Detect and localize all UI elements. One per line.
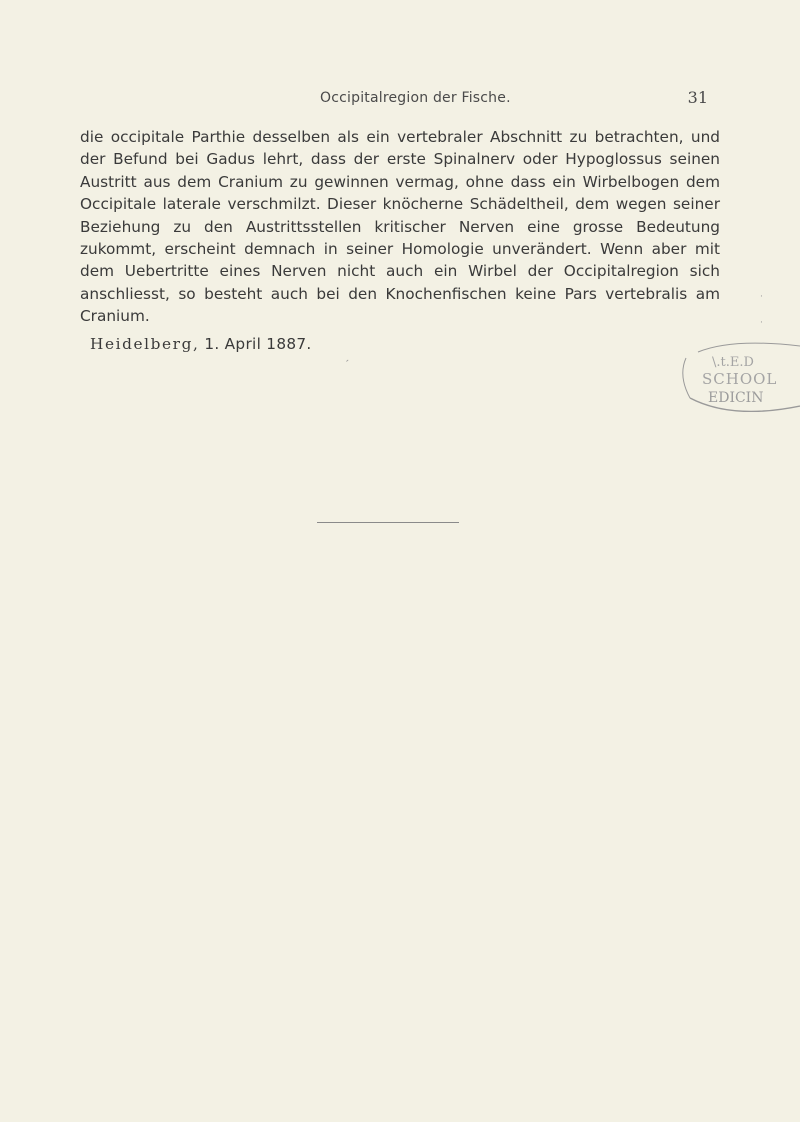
stray-mark: ‐ bbox=[343, 356, 353, 366]
stray-mark: · bbox=[760, 318, 763, 328]
signature-date: 1. April 1887. bbox=[204, 335, 312, 353]
stray-mark: · bbox=[760, 292, 763, 302]
body-text bbox=[80, 126, 720, 328]
body-paragraph: die occipitale Parthie desselben als ein vertebraler Abschnitt zu betrachten, und der Befund bei Gadus lehrt, dass der erste Spinalnerv oder Hypoglossus seinen Austritt aus dem Cranium zu gewinnen vermag, ohne dass ein Wirbelbogen dem Occipitale laterale verschmilzt. Dieser knöcherne Schädeltheil, dem wegen seiner Beziehung zu den Austrittsstellen kritischer Nerven eine grosse Bedeutung zukommt, erscheint demnach in seiner Homologie unverändert. Wenn aber mit dem Uebertritte eines Nerven nicht auch ein Wirbel der Occipitalregion sich anschliesst, so besteht auch bei den Knochenfischen keine Pars vertebralis am Cranium. bbox=[80, 128, 720, 326]
section-rule bbox=[317, 522, 459, 523]
signature-place: Heidelberg, bbox=[90, 335, 200, 353]
page-number: 31 bbox=[687, 88, 708, 107]
running-head: Occipitalregion der Fische. bbox=[320, 90, 511, 106]
signature-line bbox=[90, 335, 312, 353]
library-stamp-icon bbox=[672, 340, 800, 412]
stamp-line-1: \.t.E.D bbox=[712, 355, 754, 370]
stamp-line-2: SCHOOL bbox=[702, 370, 778, 388]
stamp-line-3: EDICIN bbox=[708, 390, 764, 406]
